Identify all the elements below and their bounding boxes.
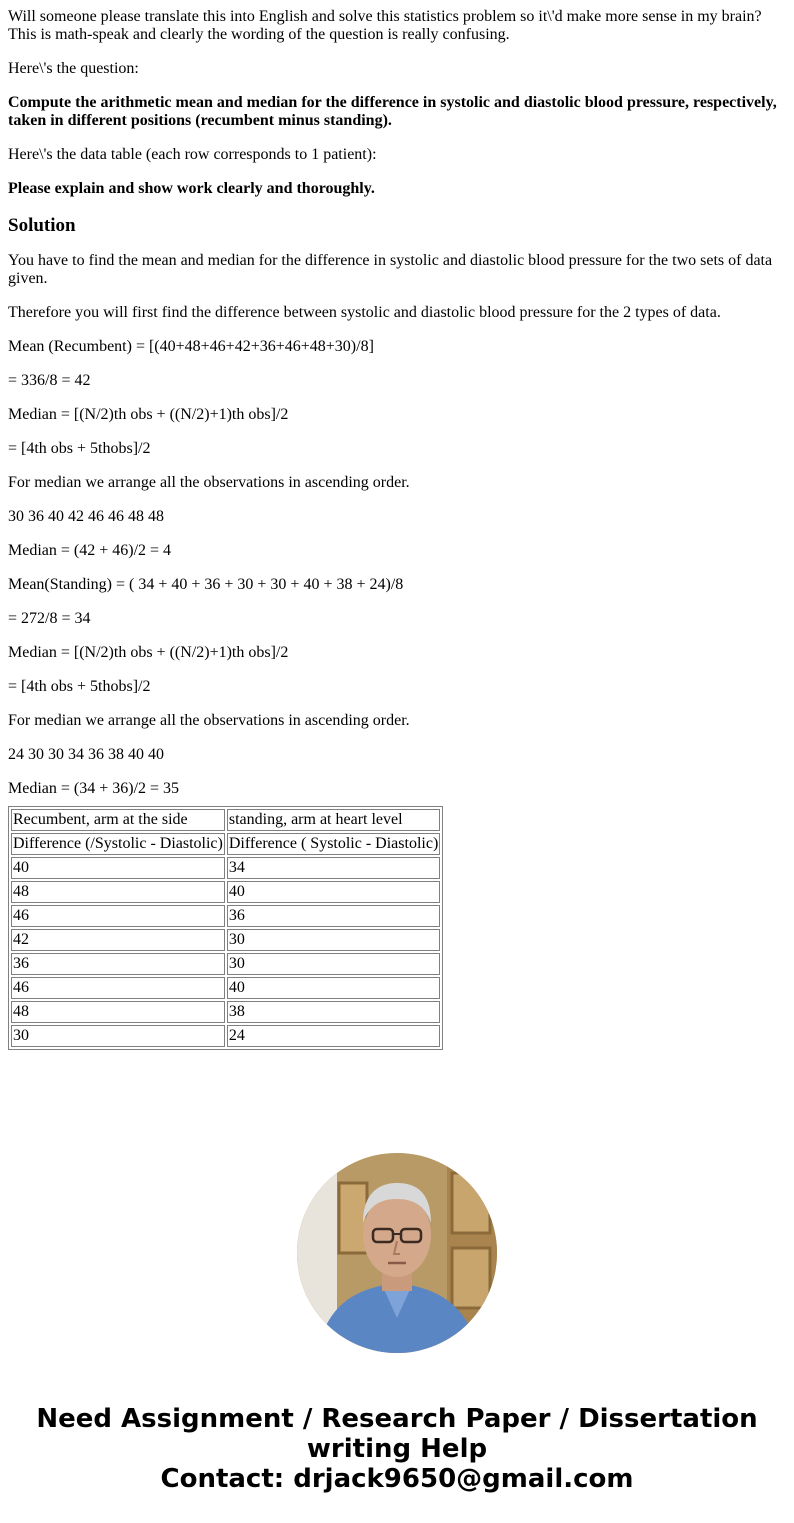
solution-line: Median = [(N/2)th obs + ((N/2)+1)th obs]/2: [8, 406, 289, 423]
solution-line: Therefore you will first find the difference between systolic and diastolic blood pressure for the 2 types of data.: [8, 304, 721, 321]
table-row: [11, 977, 440, 999]
solution-line: For median we arrange all the observations in ascending order.: [8, 474, 410, 491]
solution-line: Mean(Standing) = ( 34 + 40 + 36 + 30 + 30 + 40 + 38 + 24)/8: [8, 576, 404, 593]
contact-banner: [0, 1404, 794, 1494]
solution-line: You have to find the mean and median for the difference in systolic and diastolic blood pressure for the two sets of data given.: [8, 252, 773, 287]
solution-line: Median = [(N/2)th obs + ((N/2)+1)th obs]/2: [8, 644, 289, 661]
solution-line: = [4th obs + 5thobs]/2: [8, 678, 151, 695]
explain-request: Please explain and show work clearly and thoroughly.: [8, 180, 375, 197]
solution-line: = 272/8 = 34: [8, 610, 91, 627]
table-cell: 30: [227, 929, 440, 951]
table-cell: 36: [227, 905, 440, 927]
contact-email: Contact: drjack9650@gmail.com: [160, 1464, 634, 1494]
solution-line: = [4th obs + 5thobs]/2: [8, 440, 151, 457]
table-header-row: [11, 833, 440, 855]
table-cell: 36: [11, 953, 225, 975]
table-cell: 46: [11, 905, 225, 927]
question-intro: Will someone please translate this into English and solve this statistics problem so it\'d make more sense in my brain? This is math-speak and clearly the wording of the question is really confusing.: [8, 8, 762, 43]
table-cell: 46: [11, 977, 225, 999]
table-row: [11, 905, 440, 927]
avatar-illustration: [297, 1153, 497, 1353]
table-header-row: [11, 809, 440, 831]
table-row: [11, 929, 440, 951]
table-cell: 48: [11, 881, 225, 903]
table-row: [11, 881, 440, 903]
table-cell: 40: [227, 977, 440, 999]
table-row: [11, 1001, 440, 1023]
table-label: Here\'s the data table (each row corresponds to 1 patient):: [8, 146, 377, 163]
solution-line: Mean (Recumbent) = [(40+48+46+42+36+46+48+30)/8]: [8, 338, 374, 355]
table-cell: Difference ( Systolic - Diastolic): [227, 833, 440, 855]
document-body: [8, 8, 786, 1050]
banner-line: writing Help: [306, 1434, 488, 1464]
table-cell: 40: [11, 857, 225, 879]
table-cell: 30: [11, 1025, 225, 1047]
table-row: [11, 857, 440, 879]
table-cell: Difference (/Systolic - Diastolic): [11, 833, 225, 855]
solution-line: For median we arrange all the observations in ascending order.: [8, 712, 410, 729]
table-cell: 40: [227, 881, 440, 903]
solution-line: Median = (34 + 36)/2 = 35: [8, 780, 180, 797]
table-cell: 34: [227, 857, 440, 879]
solution-heading: Solution: [8, 215, 76, 236]
data-table: [8, 806, 443, 1050]
table-cell: Recumbent, arm at the side: [11, 809, 225, 831]
solution-line: 30 36 40 42 46 46 48 48: [8, 508, 164, 525]
table-row: [11, 953, 440, 975]
person-avatar-icon: [297, 1153, 497, 1353]
solution-line: = 336/8 = 42: [8, 372, 91, 389]
solution-line: 24 30 30 34 36 38 40 40: [8, 746, 164, 763]
table-cell: 42: [11, 929, 225, 951]
solution-line: Median = (42 + 46)/2 = 4: [8, 542, 172, 559]
table-row: [11, 1025, 440, 1047]
table-cell: standing, arm at heart level: [227, 809, 440, 831]
table-cell: 48: [11, 1001, 225, 1023]
question-prompt: Compute the arithmetic mean and median for the difference in systolic and diastolic blood pressure, respectively, taken in different positions (recumbent minus standing).: [8, 94, 777, 129]
table-cell: 38: [227, 1001, 440, 1023]
table-cell: 24: [227, 1025, 440, 1047]
table-cell: 30: [227, 953, 440, 975]
banner-line: Need Assignment / Research Paper / Dissertation: [36, 1404, 758, 1434]
question-label: Here\'s the question:: [8, 60, 139, 77]
